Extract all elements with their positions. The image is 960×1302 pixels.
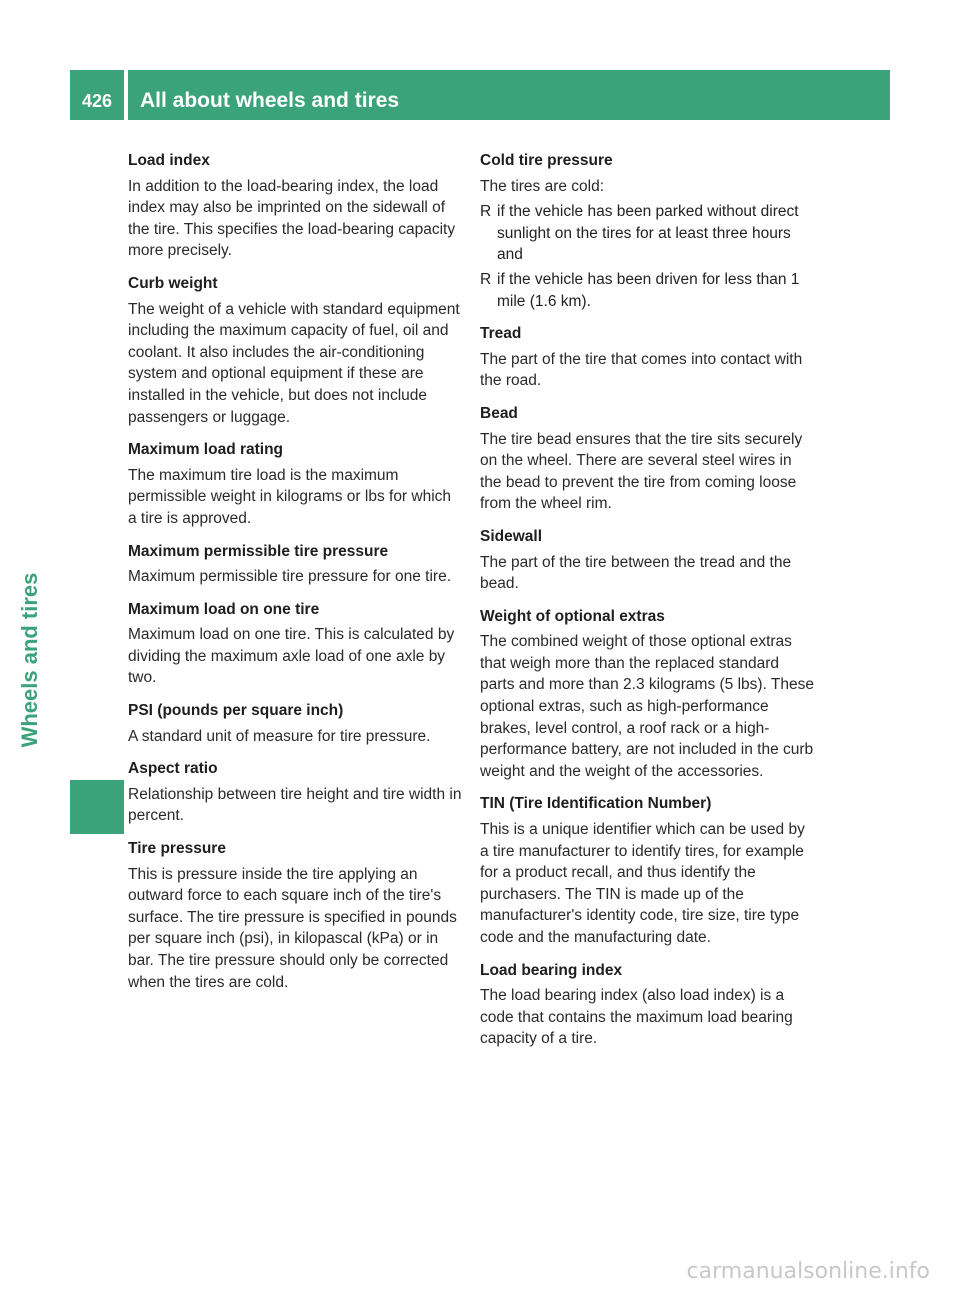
glossary-entry [128, 541, 462, 588]
glossary-definition: Relationship between tire height and tire width in percent. [128, 785, 462, 825]
glossary-definition: The combined weight of those optional extras that weigh more than the replaced standard parts and more than 2.3 kilograms (5 lbs). These optional extras, such as high-performance brakes, level control, a roof rack or a high-performance battery, are not included in the curb weight and the weight of the accessories. [480, 633, 814, 780]
glossary-definition: The weight of a vehicle with standard equipment including the maximum capacity of fuel, oil and coolant. It also includes the air-conditioning system and optional equipment if these are installed in the vehicle, but does not include passengers or luggage. [128, 300, 460, 426]
glossary-entry [480, 960, 814, 1050]
bullet-icon: R [480, 203, 492, 221]
watermark: carmanualsonline.info [686, 1259, 930, 1284]
side-tab-marker [70, 780, 124, 834]
glossary-entry [480, 526, 814, 595]
glossary-entry [480, 793, 814, 948]
glossary-entry [128, 439, 462, 529]
side-tab-label: Wheels and tires [17, 572, 42, 748]
glossary-definition: The tires are cold: [480, 177, 605, 195]
glossary-entry [480, 403, 814, 515]
glossary-term: Curb weight [128, 274, 218, 292]
glossary-entry [128, 758, 462, 827]
side-tab [10, 545, 50, 775]
list-item-text: if the vehicle has been parked without direct sunlight on the tires for at least three hours and [497, 203, 799, 264]
glossary-definition: The part of the tire between the tread and the bead. [480, 553, 792, 593]
list-item-text: if the vehicle has been driven for less than 1 mile (1.6 km). [497, 270, 800, 310]
glossary-term: Aspect ratio [128, 760, 218, 778]
page-header [70, 70, 890, 120]
page-number: 426 [70, 70, 124, 120]
condition-list [480, 201, 814, 312]
left-column [128, 150, 462, 1004]
glossary-definition: A standard unit of measure for tire pressure. [128, 727, 431, 745]
glossary-definition: This is pressure inside the tire applying an outward force to each square inch of the tire's surface. The tire pressure is specified in pounds per square inch (psi), in kilopascal (kPa) or in bar. The tire pressure should only be corrected when the tires are cold. [128, 865, 457, 991]
glossary-entry [128, 838, 462, 993]
glossary-definition: The maximum tire load is the maximum permissible weight in kilograms or lbs for which a tire is approved. [128, 466, 452, 527]
glossary-definition: The part of the tire that comes into contact with the road. [480, 350, 803, 390]
glossary-term: TIN (Tire Identification Number) [480, 795, 712, 813]
glossary-term: Bead [480, 404, 518, 422]
glossary-entry [480, 606, 814, 783]
bullet-icon: R [480, 270, 492, 288]
glossary-term: Load bearing index [480, 961, 623, 979]
glossary-term: Cold tire pressure [480, 152, 613, 169]
glossary-entry [128, 599, 462, 689]
glossary-term: PSI (pounds per square inch) [128, 702, 344, 720]
right-column [480, 150, 814, 1061]
glossary-entry [128, 700, 462, 747]
glossary-term: Maximum load on one tire [128, 600, 320, 618]
glossary-term: Load index [128, 152, 210, 169]
list-item [480, 201, 814, 266]
glossary-definition: In addition to the load-bearing index, the load index may also be imprinted on the sidewall of the tire. This specifies the load-bearing capacity more precisely. [128, 177, 456, 260]
glossary-definition: Maximum permissible tire pressure for one tire. [128, 568, 452, 586]
glossary-definition: The tire bead ensures that the tire sits securely on the wheel. There are several steel wires in the bead to prevent the tire from coming loose from the wheel rim. [480, 430, 803, 513]
glossary-term: Weight of optional extras [480, 607, 665, 625]
glossary-term: Sidewall [480, 527, 543, 545]
glossary-term: Tire pressure [128, 840, 226, 858]
glossary-term: Maximum permissible tire pressure [128, 542, 389, 560]
section-title: All about wheels and tires [128, 70, 890, 120]
glossary-term: Maximum load rating [128, 441, 284, 459]
glossary-entry [480, 150, 814, 312]
glossary-definition: This is a unique identifier which can be used by a tire manufacturer to identify tires, for example for a product recall, and thus identify the purchasers. The TIN is made up of the manufacturer's identity code, tire size, tire type code and the manufacturing date. [480, 821, 805, 946]
glossary-definition: The load bearing index (also load index) is a code that contains the maximum load bearing capacity of a tire. [480, 987, 793, 1048]
glossary-term: Tread [480, 325, 522, 343]
list-item [480, 269, 814, 312]
glossary-definition: Maximum load on one tire. This is calculated by dividing the maximum axle load of one axle by two. [128, 626, 455, 687]
glossary-entry [128, 150, 462, 262]
glossary-entry [480, 323, 814, 392]
glossary-entry [128, 273, 462, 428]
